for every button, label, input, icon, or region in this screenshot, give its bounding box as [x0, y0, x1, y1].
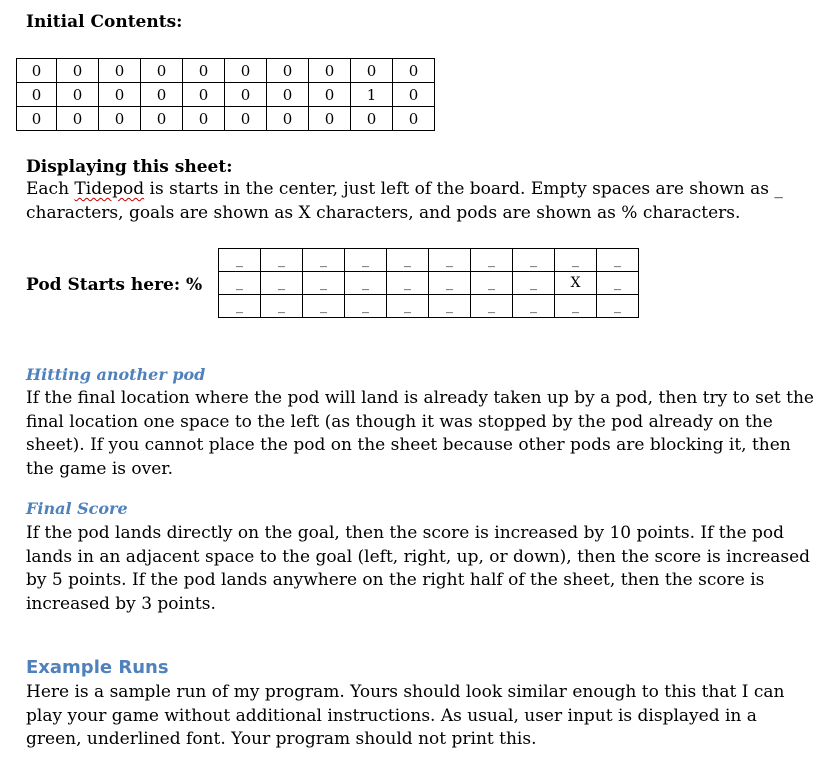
- sheet-cell: _: [261, 272, 303, 295]
- sheet-cell: _: [513, 295, 555, 318]
- sheet-cell: _: [597, 272, 639, 295]
- hitting-another-pod-text: If the final location where the pod will land is already taken up by a pod, then try to set the final location one space to the left (as though it was stopped by the pod already on the sheet). If you cannot place the pod on the sheet because other pods are blocking it, then the game is over.: [26, 388, 814, 479]
- display-sheet-body: [219, 249, 639, 318]
- grid-cell: 0: [99, 107, 141, 131]
- table-row: [219, 272, 639, 295]
- sheet-cell: _: [345, 249, 387, 272]
- initial-contents-body: [17, 59, 435, 131]
- sheet-cell: _: [597, 249, 639, 272]
- displaying-sheet-heading: Displaying this sheet:: [26, 157, 233, 177]
- sheet-cell: _: [345, 295, 387, 318]
- initial-contents-heading: Initial Contents:: [26, 12, 183, 32]
- hitting-another-pod-heading: Hitting another pod: [26, 365, 206, 384]
- display-sheet-table: [218, 248, 639, 318]
- sheet-cell: _: [429, 272, 471, 295]
- sheet-cell: _: [219, 249, 261, 272]
- sheet-cell: _: [387, 272, 429, 295]
- example-runs-text: Here is a sample run of my program. Yours should look similar enough to this that I can play your game without additional instructions. As usual, user input is displayed in a green, underlined font. Your program should not print this.: [26, 682, 785, 749]
- sheet-cell: _: [303, 249, 345, 272]
- grid-cell: 0: [183, 59, 225, 83]
- sheet-cell: _: [555, 249, 597, 272]
- grid-cell: 0: [17, 83, 57, 107]
- grid-cell: 0: [141, 107, 183, 131]
- grid-cell: 0: [99, 59, 141, 83]
- sheet-cell: _: [387, 249, 429, 272]
- grid-cell: 0: [267, 83, 309, 107]
- grid-cell: 0: [267, 59, 309, 83]
- sheet-cell: _: [513, 272, 555, 295]
- sheet-cell: _: [219, 272, 261, 295]
- sheet-cell: _: [429, 249, 471, 272]
- sheet-cell: X: [555, 272, 597, 295]
- grid-cell: 0: [225, 83, 267, 107]
- sheet-cell: _: [219, 295, 261, 318]
- table-row: [17, 59, 435, 83]
- line1-after-text: is starts in the center, just left of the board. Empty spaces are shown as _: [144, 179, 783, 199]
- grid-cell: 0: [57, 59, 99, 83]
- sheet-cell: _: [513, 249, 555, 272]
- displaying-sheet-line-2: characters, goals are shown as X characters, and pods are shown as % characters.: [26, 203, 741, 223]
- displaying-sheet-line-1: [26, 178, 826, 202]
- grid-cell: 0: [393, 59, 435, 83]
- grid-cell: 0: [183, 107, 225, 131]
- initial-contents-table: [16, 58, 435, 131]
- sheet-cell: _: [471, 272, 513, 295]
- grid-cell: 0: [351, 59, 393, 83]
- table-row: [219, 249, 639, 272]
- sheet-cell: _: [345, 272, 387, 295]
- grid-cell: 0: [57, 107, 99, 131]
- table-row: [17, 83, 435, 107]
- sheet-cell: _: [429, 295, 471, 318]
- grid-cell: 0: [99, 83, 141, 107]
- grid-cell: 0: [267, 107, 309, 131]
- grid-cell: 0: [393, 83, 435, 107]
- sheet-cell: _: [555, 295, 597, 318]
- table-row: [219, 295, 639, 318]
- sheet-cell: _: [597, 295, 639, 318]
- final-score-text: If the pod lands directly on the goal, then the score is increased by 10 points. If the pod lands in an adjacent space to the goal (left, right, up, or down), then the score is increased by 5 points. If the pod lands anywhere on the right half of the sheet, then the score is increased by 3 points.: [26, 523, 811, 614]
- grid-cell: 0: [309, 59, 351, 83]
- grid-cell: 0: [393, 107, 435, 131]
- sheet-cell: _: [471, 249, 513, 272]
- grid-cell: 1: [351, 83, 393, 107]
- grid-cell: 0: [225, 107, 267, 131]
- final-score-heading: Final Score: [26, 499, 128, 518]
- grid-cell: 0: [17, 107, 57, 131]
- pod-starts-label: Pod Starts here: %: [26, 275, 203, 295]
- sheet-cell: _: [387, 295, 429, 318]
- grid-cell: 0: [141, 83, 183, 107]
- grid-cell: 0: [183, 83, 225, 107]
- sheet-cell: _: [303, 272, 345, 295]
- misspelled-word: Tidepod: [74, 179, 145, 199]
- grid-cell: 0: [17, 59, 57, 83]
- grid-cell: 0: [57, 83, 99, 107]
- grid-cell: 0: [309, 83, 351, 107]
- grid-cell: 0: [141, 59, 183, 83]
- grid-cell: 0: [351, 107, 393, 131]
- sheet-cell: _: [471, 295, 513, 318]
- table-row: [17, 107, 435, 131]
- example-runs-heading: Example Runs: [26, 657, 169, 678]
- sheet-cell: _: [261, 295, 303, 318]
- grid-cell: 0: [309, 107, 351, 131]
- line1-before-text: Each: [26, 179, 75, 199]
- grid-cell: 0: [225, 59, 267, 83]
- sheet-cell: _: [303, 295, 345, 318]
- sheet-cell: _: [261, 249, 303, 272]
